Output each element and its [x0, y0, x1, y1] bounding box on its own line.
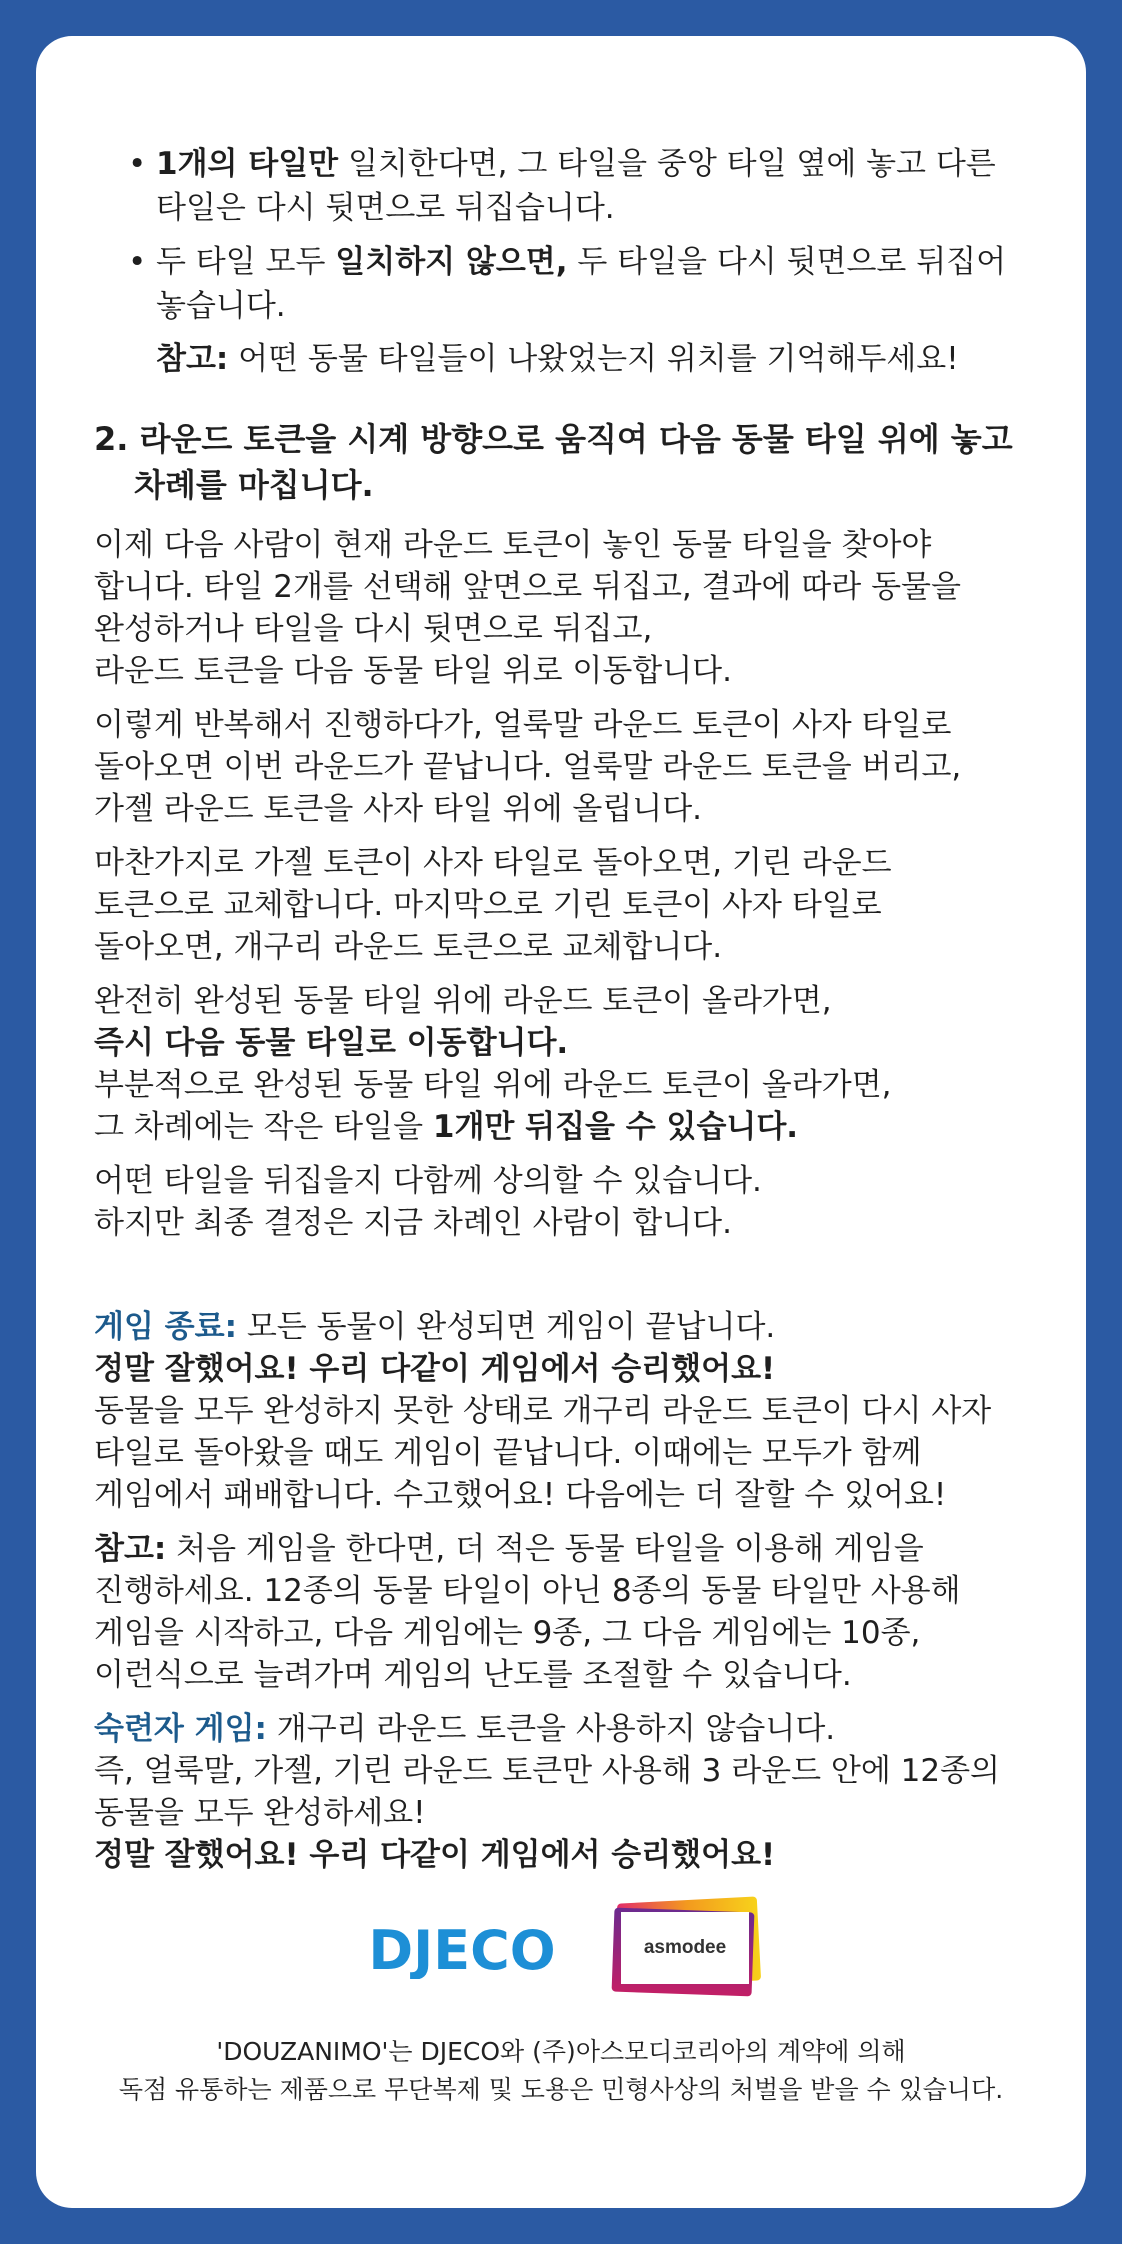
- svg-text:DJECO: DJECO: [368, 1919, 556, 1979]
- bullet-icon: •: [128, 244, 147, 280]
- paragraph-token-swap: 마찬가지로 가젤 토큰이 사자 타일로 돌아오면, 기린 라운드 토큰으로 교체합니다. 마지막으로 기린 토큰이 사자 타일로 돌아오면, 개구리 라운드 토큰으로 교체합니다.: [94, 845, 892, 965]
- rules-page: [36, 36, 1086, 2208]
- note-text: 어떤 동물 타일들이 나왔었는지 위치를 기억해두세요!: [228, 341, 959, 377]
- section-expert-game: 숙련자 게임: 개구리 라운드 토큰을 사용하지 않습니다. 즉, 얼룩말, 가젤, 기린 라운드 토큰만 사용해 3 라운드 안에 12종의 동물을 모두 완성하세요! 정말 잘했어요! 우리 다같이 게임에서 승리했어요!: [94, 1711, 1000, 1873]
- section-beginner-note: 참고: 처음 게임을 한다면, 더 적은 동물 타일을 이용해 게임을 진행하세요. 12종의 동물 타일이 아닌 8종의 동물 타일만 사용해 게임을 시작하고, 다음 게임에는 9종, 그 다음 게임에는 10종, 이런식으로 늘려가며 게임의 난도를 조절할 수 있습니다.: [94, 1531, 961, 1693]
- game-end-label: 게임 종료:: [94, 1309, 237, 1345]
- note-label: 참고:: [156, 341, 229, 377]
- asmodee-wordmark: asmodee: [621, 1912, 749, 1984]
- expert-label: 숙련자 게임:: [94, 1711, 267, 1747]
- paragraph-round-end: 이렇게 반복해서 진행하다가, 얼룩말 라운드 토큰이 사자 타일로 돌아오면 이번 라운드가 끝납니다. 얼룩말 라운드 토큰을 버리고, 가젤 라운드 토큰을 사자 타일 위에 올립니다.: [94, 707, 962, 827]
- djeco-logo-icon: [357, 1919, 567, 1979]
- copyright-footer: 'DOUZANIMO'는 DJECO와 (주)아스모디코리아의 계약에 의해 독점 유통하는 제품으로 무단복제 및 도용은 민형사상의 처벌을 받을 수 있습니다.: [118, 2037, 1004, 2104]
- paragraph-discussion: 어떤 타일을 뒤집을지 다함께 상의할 수 있습니다. 하지만 최종 결정은 지금 차례인 사람이 합니다.: [94, 1163, 762, 1241]
- emphasis-text: 즉시 다음 동물 타일로 이동합니다.: [94, 1025, 569, 1061]
- win-message: 정말 잘했어요! 우리 다같이 게임에서 승리했어요!: [94, 1837, 776, 1873]
- bullet-text: 일치한다면, 그 타일을 중앙 타일 옆에 놓고 다른 타일은 다시 뒷면으로 뒤집습니다.: [156, 146, 996, 226]
- bullet-icon: •: [128, 146, 147, 182]
- note-memory: [156, 338, 1026, 380]
- step-2-heading: 2. 라운드 토큰을 시계 방향으로 움직여 다음 동물 타일 위에 놓고 차례를 마칩니다.: [94, 420, 1013, 504]
- asmodee-logo-icon: [609, 1900, 765, 1998]
- bullet-bold-text: 일치하지 않으면,: [335, 244, 568, 280]
- emphasis-text: 1개만 뒤집을 수 있습니다.: [432, 1109, 799, 1145]
- list-item: [128, 142, 1026, 230]
- result-list: [94, 142, 1026, 328]
- bullet-text: 두 타일 모두: [156, 244, 336, 280]
- win-message: 정말 잘했어요! 우리 다같이 게임에서 승리했어요!: [94, 1351, 776, 1387]
- bullet-bold-text: 1개의 타일만: [156, 146, 339, 182]
- paragraph-next-player: 이제 다음 사람이 현재 라운드 토큰이 놓인 동물 타일을 찾아야 합니다. 타일 2개를 선택해 앞면으로 뒤집고, 결과에 따라 동물을 완성하거나 타일을 다시 뒷면으로 뒤집고, 라운드 토큰을 다음 동물 타일 위로 이동합니다.: [94, 527, 961, 689]
- bullet-text: 두 타일을 다시 뒷면으로 뒤집어놓습니다.: [156, 244, 1007, 324]
- list-item: [128, 240, 1026, 328]
- logo-row: [0, 1900, 1122, 1998]
- note-label: 참고:: [94, 1531, 167, 1567]
- paragraph-completed-tiles: 완전히 완성된 동물 타일 위에 라운드 토큰이 올라가면, 즉시 다음 동물 타일로 이동합니다. 부분적으로 완성된 동물 타일 위에 라운드 토큰이 올라가면, 그 차례에는 작은 타일을 1개만 뒤집을 수 있습니다.: [94, 983, 892, 1145]
- section-game-end: 게임 종료: 모든 동물이 완성되면 게임이 끝납니다. 정말 잘했어요! 우리 다같이 게임에서 승리했어요! 동물을 모두 완성하지 못한 상태로 개구리 라운드 토큰이 다시 사자 타일로 돌아왔을 때도 게임이 끝납니다. 이때에는 모두가 함께 게임에서 패배합니다. 수고했어요! 다음에는 더 잘할 수 있어요!: [94, 1309, 992, 1513]
